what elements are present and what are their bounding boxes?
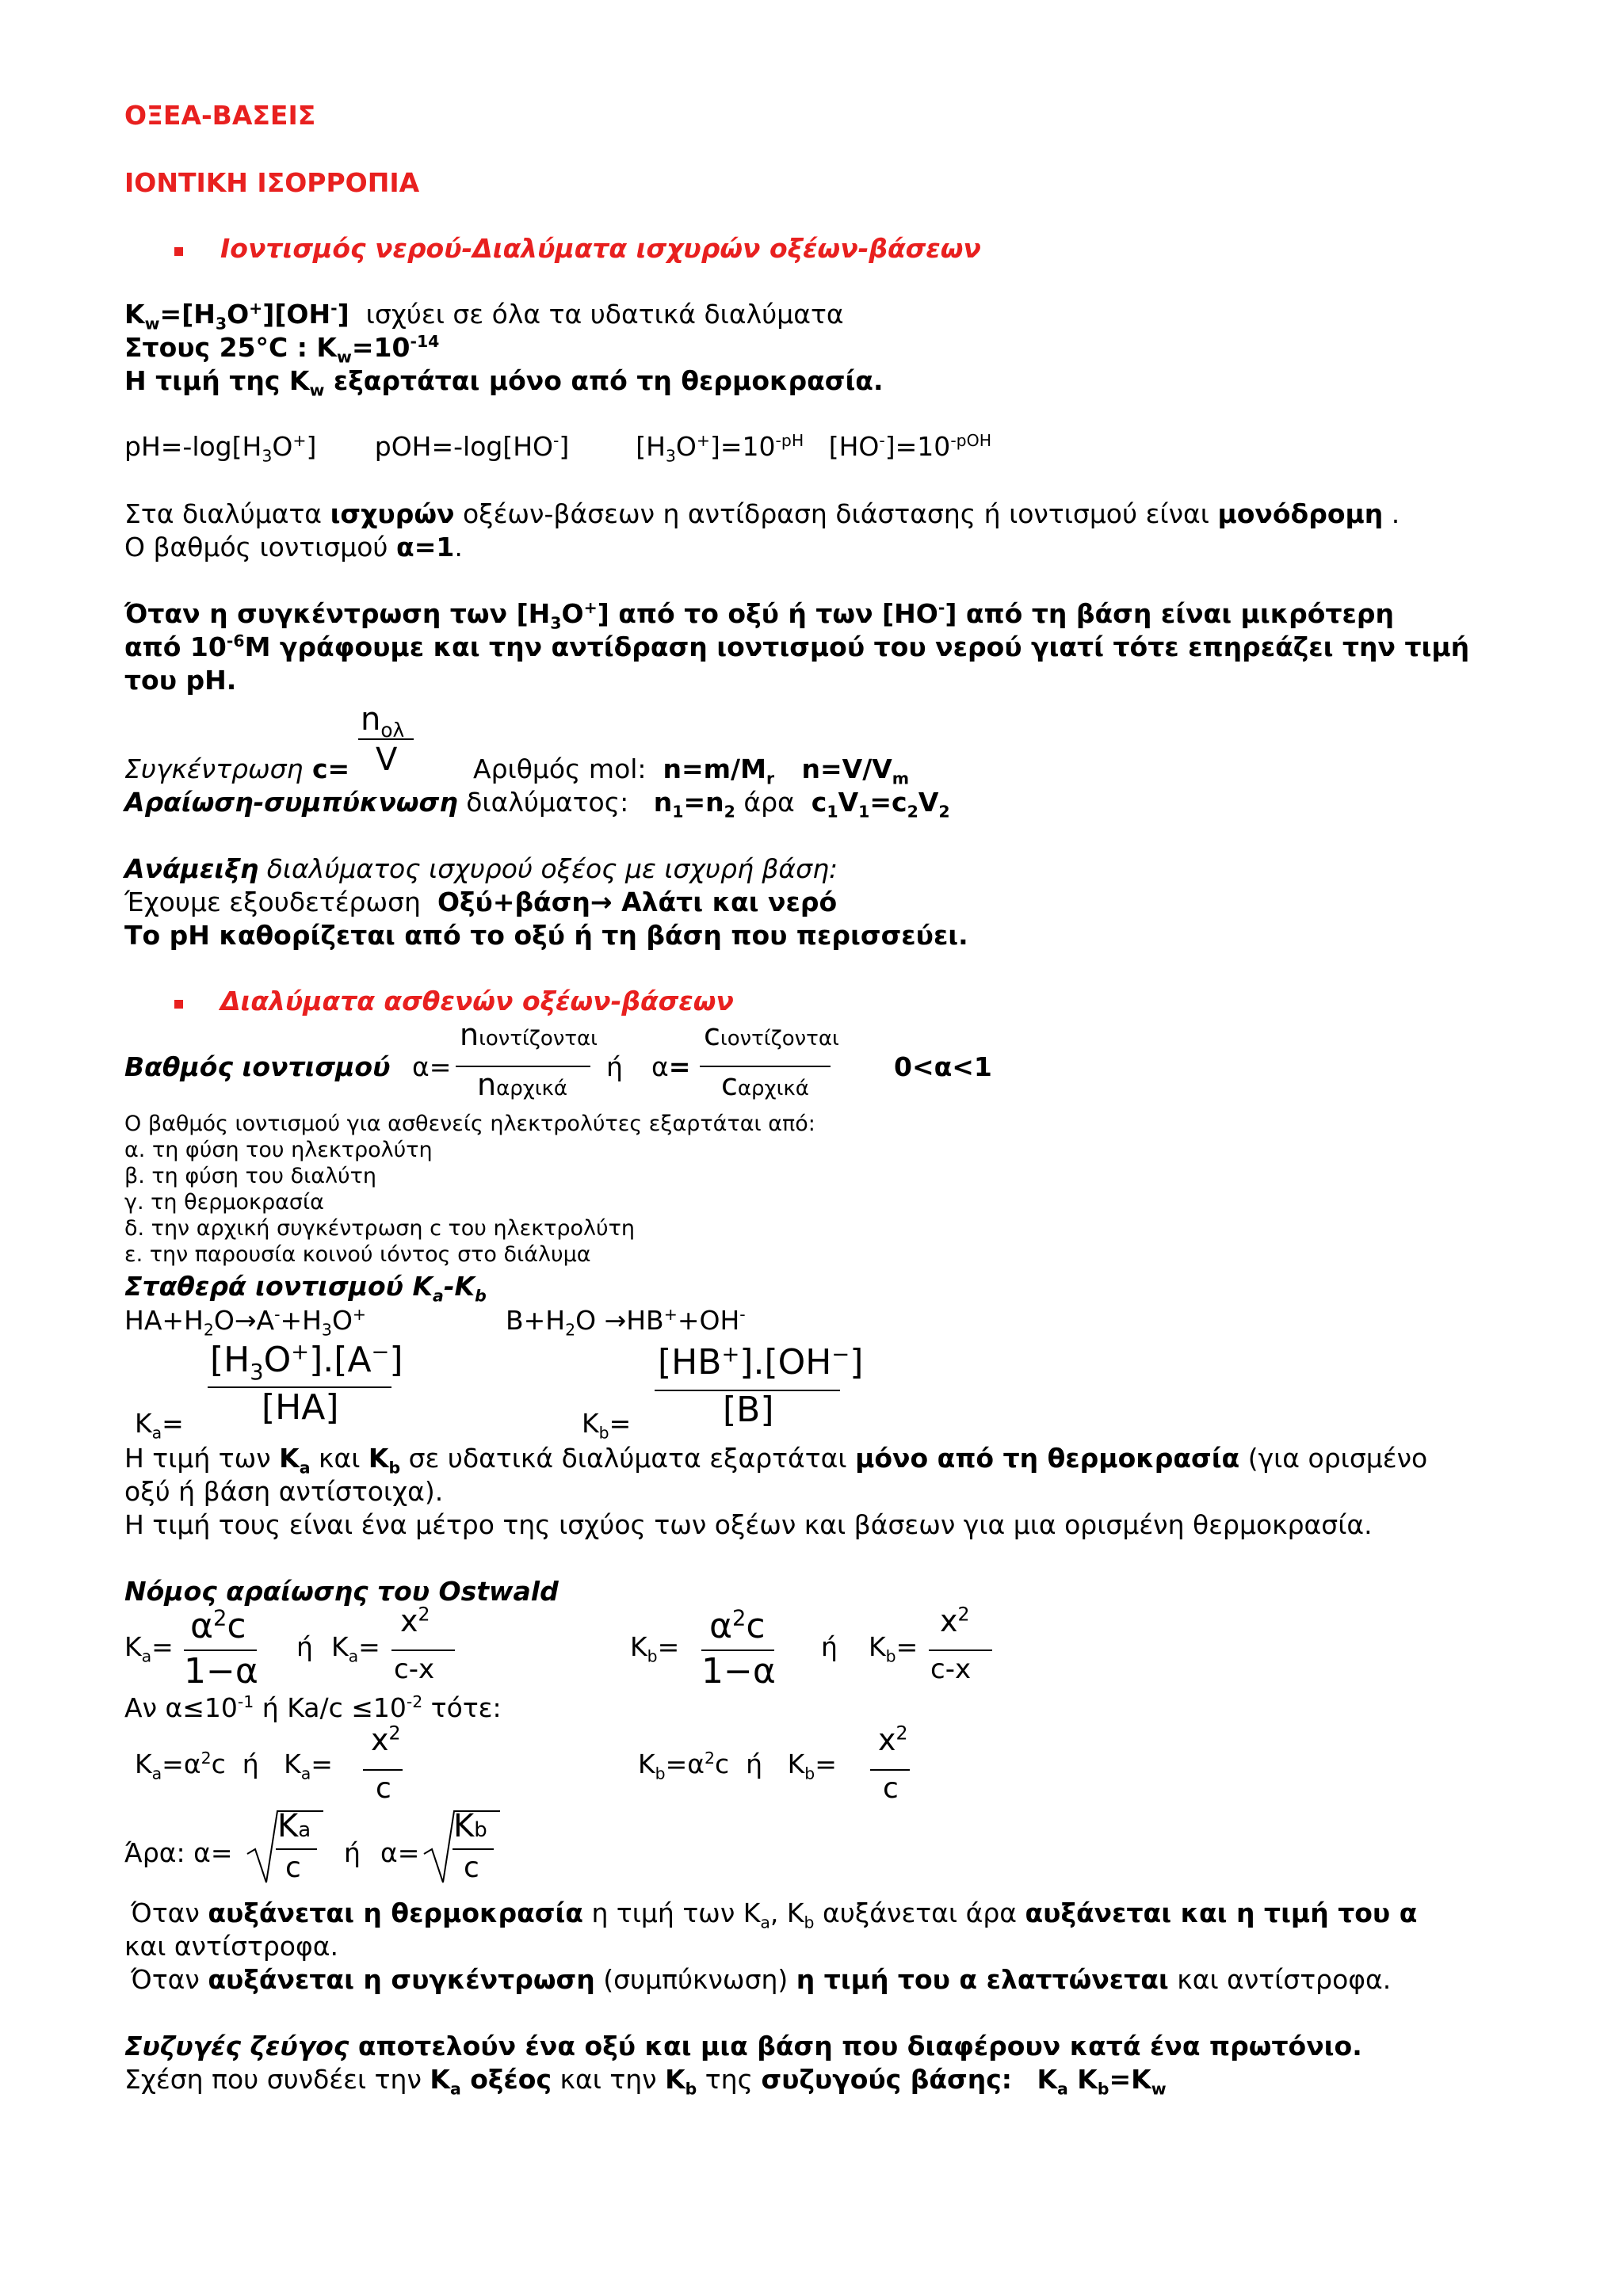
or-text: ή — [242, 1749, 259, 1779]
kw-definition: $K_w=[H_3O^+][OH^-]$ ισχύει σε όλα τα υδατικά διαλύματα — [124, 299, 844, 334]
ka-kb-line-3: Η τιμή τους είναι ένα μέτρο της ισχύος των οξέων και βάσεων για μια ορισμένη θερμοκρασία. — [124, 1509, 1373, 1540]
degree-text-b: α=1 — [396, 532, 455, 563]
ostwald-c-minus-x: c-x — [394, 1653, 435, 1685]
c-ionized: cιοντίζονται — [704, 1017, 839, 1052]
conjugate-pair-line — [124, 2031, 1362, 2061]
degree-one-text: Ο βαθμός ιοντισμού α=1. — [124, 532, 463, 563]
title-acids-bases: ΟΞΕΑ-ΒΑΣΕΙΣ — [124, 100, 316, 131]
kw-temperature-note: Η τιμή της $K_w$ εξαρτάται μόνο από τη θερμοκρασία. — [124, 365, 884, 400]
concentration-label: Συγκέντρωση — [124, 753, 304, 784]
temp-a: Όταν — [131, 1897, 208, 1928]
factors-intro: Ο βαθμός ιοντισμού για ασθενείς ηλεκτρολύτες εξαρτάται από: — [124, 1112, 815, 1136]
approx-c: c — [376, 1772, 391, 1805]
neutralization-line — [124, 887, 837, 917]
mixing-label: Ανάμειξη — [124, 853, 259, 884]
fraction-bar — [700, 1066, 831, 1067]
mixing-line — [124, 854, 838, 884]
ostwald-den: 1−α — [184, 1651, 258, 1691]
kab-text-a: Η τιμή των — [124, 1443, 280, 1474]
v-denominator: V — [376, 742, 398, 778]
when-1c: ] από τη βάση είναι μικρότερη — [945, 598, 1394, 629]
ara-text: Άρα: — [124, 1837, 185, 1868]
temp-c: η τιμή των K — [582, 1897, 761, 1928]
dilution-ara: άρα — [743, 787, 795, 818]
conj-b: αποτελούν ένα οξύ και μια βάση που διαφέρουν κατά ένα πρωτόνιο. — [349, 2031, 1362, 2061]
kw-temp-text-a: Η τιμή της K — [124, 365, 310, 396]
moles-label: Αριθμός mol: — [473, 753, 647, 784]
ostwald-x2-b: $x^2$ — [940, 1603, 970, 1638]
approximation-condition: Αν $\alpha\le 10^{-1}$ ή $Ka/c \le 10^{-2}$ τότε: — [124, 1692, 502, 1723]
when-1b: ] από το οξύ ή των [HO — [597, 598, 938, 629]
kb-denominator: [B] — [723, 1390, 774, 1430]
alpha-label: Βαθμός ιοντισμού — [124, 1051, 391, 1082]
approx-x2-b: $x^2$ — [878, 1722, 908, 1757]
kb-numerator: [HB+].[OH−] — [658, 1342, 864, 1383]
factor-item: δ. την αρχική συγκέντρωση c του ηλεκτρολύτη — [124, 1216, 635, 1241]
moles-line: Αριθμός mol: $n=m/M_r$ $n=V/V_m$ — [473, 753, 910, 788]
rel-e: συζυγούς βάσης: — [761, 2064, 1012, 2095]
mixing-text: διαλύματος ισχυρού οξέος με ισχυρή βάση: — [258, 853, 838, 884]
ka-ostwald-label-2: $K_a=$ — [331, 1631, 380, 1666]
fraction-bar — [363, 1769, 403, 1771]
factor-item: γ. τη θερμοκρασία — [124, 1190, 324, 1215]
conc2-b: αυξάνεται η συγκέντρωση — [208, 1964, 595, 1995]
ostwald-c-minus-x-b: c-x — [930, 1653, 972, 1685]
ka-ostwald-label: $K_a=$ — [124, 1631, 174, 1666]
kab-text-b: σε υδατικά διαλύματα εξαρτάται — [400, 1443, 856, 1474]
section-heading-weak-acids-bases: Διαλύματα ασθενών οξέων-βάσεων — [220, 986, 734, 1016]
approx-b: ή Ka/c ≤10 — [254, 1692, 407, 1723]
or-text: ή — [296, 1631, 313, 1662]
ph-definitions: $pH=-\log[H_3O^+]$ pOH=-log[HO-] $[H_3O^+]=10^{-pH}$ $[HO^-]=10^{-pOH}$ — [124, 431, 992, 466]
ka-numerator: $[H_3O^+].[A^-]$ — [210, 1340, 403, 1385]
alpha-eq-3: α= — [380, 1837, 420, 1868]
when-1a: Όταν η συγκέντρωση των [H — [124, 598, 551, 629]
neutralization-reaction: Οξύ+βάση→ Αλάτι και νερό — [437, 887, 838, 917]
ka-kb-temperature-line: Η τιμή των $K_a$ και $K_b$ σε υδατικά διαλύματα εξαρτάται μόνο από τη θερμοκρασία (για ορισμένο — [124, 1443, 1428, 1478]
n-initial: nαρχικά — [477, 1067, 568, 1102]
ostwald-den-b: 1−α — [701, 1651, 776, 1691]
fraction-bar — [453, 1848, 494, 1850]
kb-ostwald-label: $K_b=$ — [630, 1631, 680, 1666]
ka-label: $K_a=$ — [135, 1408, 184, 1443]
kw-temp-text-b: εξαρτάται μόνο από τη θερμοκρασία. — [324, 365, 884, 396]
ka-kb-relation-line: Σχέση που συνδέει την $K_a$ οξέος και την $K_b$ της συζυγούς βάσης: $K_a$ $K_b=K_w$ — [124, 2064, 1167, 2099]
bullet-icon — [174, 247, 183, 256]
rel-a: Σχέση που συνδέει την — [124, 2064, 430, 2095]
low-concentration-line-1: Όταν η συγκέντρωση των $[H_3O^+]$ από το οξύ ή των [HO-] από τη βάση είναι μικρότερη — [124, 598, 1394, 633]
approx-x2: $x^2$ — [371, 1722, 401, 1757]
alpha-eq: α= — [412, 1051, 452, 1082]
rel-c: και την — [552, 2064, 666, 2095]
kb-ostwald-label-2: $K_b=$ — [869, 1631, 918, 1666]
kb-label: $K_b=$ — [582, 1408, 632, 1443]
title-ionic-equilibrium: ΙΟΝΤΙΚΗ ΙΣΟΡΡΟΠΙΑ — [124, 167, 420, 198]
dilution-text: διαλύματος: — [457, 787, 629, 818]
or-text: ή — [606, 1051, 623, 1082]
ph-excess-line: Το pH καθορίζεται από το οξύ ή τη βάση που περισσεύει. — [124, 920, 968, 951]
strong-electrolytes-text — [124, 499, 1400, 529]
factor-item: α. τη φύση του ηλεκτρολύτη — [124, 1138, 433, 1162]
strong-text-e: . — [1383, 498, 1400, 529]
alpha-eq-2: α= — [651, 1051, 691, 1082]
strong-text-b: ισχυρών — [330, 498, 455, 529]
n-ionized: nιοντίζονται — [460, 1017, 598, 1052]
ionization-constant-title: Σταθερά ιοντισμού $K_a-K_b$ — [124, 1271, 487, 1306]
sqrt-ka: Ka — [277, 1808, 311, 1844]
ara-label: Άρα: α= — [124, 1837, 233, 1868]
acid-ionization-reaction: $HA+H_2O\to A^-+H_3O^+$ — [124, 1305, 367, 1340]
rel-d: της — [697, 2064, 762, 2095]
factor-item: β. τη φύση του διαλύτη — [124, 1164, 376, 1188]
sqrt-kb: Kb — [453, 1808, 487, 1844]
kw-note: ισχύει σε όλα τα υδατικά διαλύματα — [365, 299, 844, 330]
conc2-a: Όταν — [131, 1964, 208, 1995]
conc2-d: η τιμή του α ελαττώνεται — [796, 1964, 1169, 1995]
c-initial: cαρχικά — [721, 1067, 809, 1102]
temp-b: αυξάνεται η θερμοκρασία — [208, 1897, 583, 1928]
concentration-line — [124, 754, 349, 784]
low-concentration-line-2: από $10^{-6}M$ γράφουμε και την αντίδραση ιοντισμού του νερού γιατί τότε επηρεάζει την τιμή — [124, 631, 1470, 662]
fraction-bar — [870, 1769, 910, 1771]
when-2a: από 10 — [124, 631, 227, 662]
ka-kb-line-2: οξύ ή βάση αντίστοιχα). — [124, 1476, 444, 1507]
concentration-c: c= — [303, 753, 350, 784]
sqrt-c: c — [285, 1852, 301, 1884]
ka-denominator: [HA] — [262, 1387, 339, 1428]
ostwald-x2: $x^2$ — [400, 1603, 430, 1638]
rel-b: οξέος — [460, 2064, 552, 2095]
temperature-effect-line-2: και αντίστροφα. — [124, 1931, 339, 1962]
approx-a: Αν α≤10 — [124, 1692, 238, 1723]
temperature-effect-line: Όταν αυξάνεται η θερμοκρασία η τιμή των $K_a$, $K_b$ αυξάνεται άρα αυξάνεται και η τιμή του α — [131, 1897, 1418, 1932]
temp-e: αυξάνεται και η τιμή του α — [1025, 1897, 1418, 1928]
fraction-bar — [391, 1650, 455, 1651]
bullet-icon — [174, 1000, 183, 1009]
kw-value-25c: Στους 25°C : $K_w=10^{-14}$ — [124, 332, 440, 367]
ka-approx: $K_a=\alpha^2c$ ή $K_a=$ — [135, 1749, 333, 1783]
or-text: ή — [821, 1631, 838, 1662]
fraction-bar — [276, 1848, 317, 1850]
ostwald-num: $\alpha^2c$ — [190, 1606, 246, 1646]
fraction-bar — [358, 738, 414, 740]
n-total-numerator: $n_{o\lambda}$ — [361, 701, 405, 742]
strong-text-c: οξέων-βάσεων η αντίδραση διάστασης ή ιοντισμού είναι — [454, 498, 1218, 529]
ostwald-title: Νόμος αραίωσης του Ostwald — [124, 1576, 559, 1607]
section-heading-water-ionization: Ιοντισμός νερού-Διαλύματα ισχυρών οξέων-βάσεων — [220, 233, 981, 264]
temp-d: αυξάνεται άρα — [814, 1897, 1025, 1928]
approx-c: τότε: — [422, 1692, 502, 1723]
ostwald-num-b: $\alpha^2c$ — [709, 1606, 766, 1646]
sqrt-c-b: c — [464, 1852, 479, 1884]
kw-25-label: Στους 25°C : K — [124, 332, 337, 363]
dilution-line: Αραίωση-συμπύκνωση διαλύματος: $n_1=n_2$ άρα $c_1V_1=c_2V_2$ — [124, 787, 950, 822]
fraction-bar — [929, 1650, 992, 1651]
base-ionization-reaction: $B+H_2O \to HB^++OH^-$ — [506, 1305, 746, 1340]
when-2b: M γράφουμε και την αντίδραση ιοντισμού του νερού γιατί τότε επηρεάζει την τιμή — [244, 631, 1470, 662]
or-text: ή — [344, 1837, 361, 1868]
or-text: ή — [746, 1749, 763, 1779]
strong-text-d: μονόδρομη — [1217, 498, 1384, 529]
ion-const-title-text: Σταθερά ιοντισμού K — [124, 1271, 433, 1302]
dilution-label: Αραίωση-συμπύκνωση — [124, 787, 458, 818]
alpha-range: 0<α<1 — [894, 1051, 992, 1082]
kab-text-d: (για ορισμένο — [1239, 1443, 1428, 1474]
conj-a: Συζυγές ζεύγος — [124, 2031, 349, 2061]
neutralization-label: Έχουμε εξουδετέρωση — [124, 887, 421, 917]
kab-text-c: μόνο από τη θερμοκρασία — [855, 1443, 1240, 1474]
concentration-effect-line — [131, 1965, 1391, 1995]
low-concentration-line-3: του pH. — [124, 665, 237, 696]
kb-approx: $K_b=\alpha^2c$ ή $K_b=$ — [638, 1749, 837, 1783]
degree-text-a: Ο βαθμός ιοντισμού — [124, 532, 397, 563]
strong-text-a: Στα διαλύματα — [124, 498, 330, 529]
conc2-c: (συμπύκνωση) — [594, 1964, 796, 1995]
factor-item: ε. την παρουσία κοινού ιόντος στο διάλυμα — [124, 1242, 591, 1267]
fraction-bar — [456, 1066, 590, 1067]
conc2-e: και αντίστροφα. — [1168, 1964, 1392, 1995]
approx-c-b: c — [883, 1772, 899, 1805]
